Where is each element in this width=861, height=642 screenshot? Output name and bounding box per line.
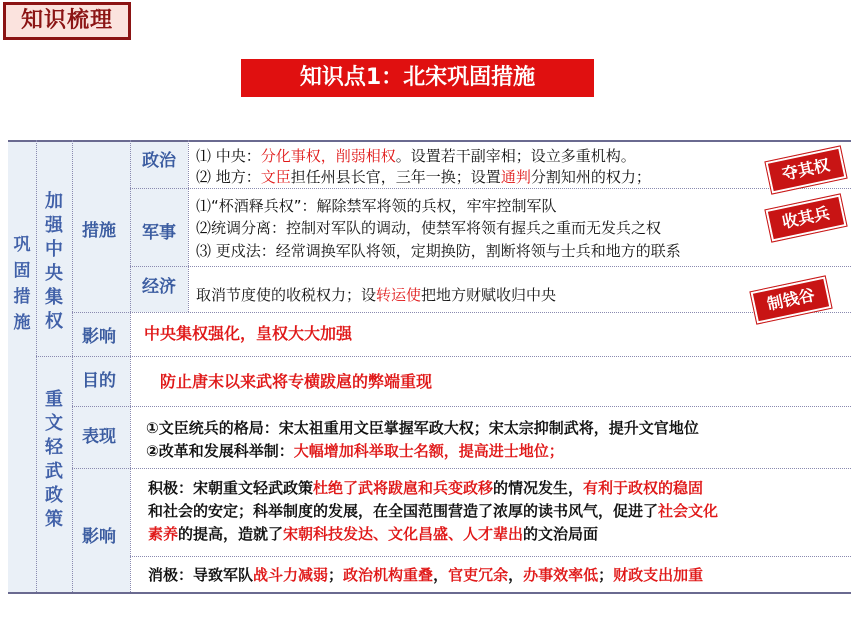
vertical-char: 固 bbox=[13, 261, 31, 281]
purpose-text: 防止唐末以来武将专横跋扈的弊端重现 bbox=[160, 372, 433, 391]
vertical-char: 巩 bbox=[13, 235, 31, 255]
vertical-char: 央 bbox=[45, 263, 63, 284]
vertical-char: 轻 bbox=[45, 437, 63, 458]
vertical-char: 权 bbox=[45, 311, 63, 332]
expression-label: 表现 bbox=[82, 427, 116, 447]
vertical-char: 施 bbox=[13, 313, 31, 333]
stamp-take-troops: 收其兵 bbox=[766, 194, 847, 241]
effect1-label: 影响 bbox=[82, 327, 116, 347]
politics-label: 政治 bbox=[142, 151, 176, 171]
section1-label bbox=[40, 190, 68, 334]
table-bottom-border bbox=[8, 592, 851, 594]
row-divider bbox=[130, 188, 851, 189]
measures-label: 措施 bbox=[82, 221, 116, 241]
section-tag: 知识梳理 bbox=[3, 2, 131, 40]
military-line-1: ⑴“杯酒释兵权”：解除禁军将领的兵权，牢牢控制军队 bbox=[196, 197, 557, 215]
expression-line-2: ②改革和发展科举制：大幅增加科举取士名额，提高进士地位； bbox=[146, 442, 564, 460]
vertical-char: 集 bbox=[45, 287, 63, 308]
stamp-control-money: 制钱谷 bbox=[751, 276, 832, 323]
vertical-char: 措 bbox=[13, 287, 31, 307]
economy-label: 经济 bbox=[142, 277, 176, 297]
vertical-char: 中 bbox=[45, 239, 63, 260]
effect1-text: 中央集权强化，皇权大大加强 bbox=[144, 324, 353, 343]
military-line-2: ⑵统调分离：控制对军队的调动，使禁军将领有握兵之重而无发兵之权 bbox=[196, 219, 662, 237]
positive-line-3: 素养的提高，造就了宋朝科技发达、文化昌盛、人才辈出的文治局面 bbox=[148, 525, 599, 543]
row-divider bbox=[72, 468, 851, 469]
vertical-char: 加 bbox=[45, 191, 63, 212]
table-top-border bbox=[8, 140, 851, 142]
col-divider bbox=[72, 140, 73, 592]
section2-label bbox=[40, 388, 68, 532]
row-divider bbox=[72, 406, 851, 407]
row-divider bbox=[36, 356, 851, 357]
purpose-label: 目的 bbox=[82, 371, 116, 391]
col-divider bbox=[188, 140, 189, 312]
col-divider bbox=[130, 140, 131, 592]
military-line-3: ⑶ 更戍法：经常调换军队将领，定期换防，割断将领与士兵和地方的联系 bbox=[196, 242, 681, 260]
row-divider bbox=[72, 312, 851, 313]
vertical-char: 强 bbox=[45, 215, 63, 236]
positive-line-2: 和社会的安定；科举制度的发展，在全国范围营造了浓厚的读书风气，促进了社会文化 bbox=[148, 502, 719, 520]
col1-label bbox=[10, 232, 34, 336]
negative-line: 消极：导致军队战斗力减弱；政治机构重叠，官吏冗余，办事效率低；财政支出加重 bbox=[148, 566, 704, 584]
vertical-char: 重 bbox=[45, 389, 63, 410]
positive-line-1: 积极：宋朝重文轻武政策杜绝了武将跋扈和兵变政移的情况发生，有利于政权的稳固 bbox=[148, 479, 704, 497]
impact-label: 影响 bbox=[82, 527, 116, 547]
vertical-char: 政 bbox=[45, 485, 63, 506]
politics-line-1: ⑴ 中央：分化事权，削弱相权。设置若干副宰相；设立多重机构。 bbox=[196, 147, 636, 165]
page-title: 知识点1：北宋巩固措施 bbox=[241, 59, 594, 97]
economy-line: 取消节度使的收税权力；设转运使把地方财赋收归中央 bbox=[196, 286, 557, 304]
vertical-char: 武 bbox=[45, 461, 63, 482]
col1-shade bbox=[8, 140, 36, 592]
col-divider bbox=[36, 140, 37, 592]
row-divider bbox=[130, 556, 851, 557]
vertical-char: 策 bbox=[45, 509, 63, 530]
stamp-seize-power: 夺其权 bbox=[766, 146, 847, 193]
row-divider bbox=[130, 266, 851, 267]
vertical-char: 文 bbox=[45, 413, 63, 434]
politics-line-2: ⑵ 地方：文臣担任州县长官，三年一换；设置通判分割知州的权力； bbox=[196, 168, 651, 186]
military-label: 军事 bbox=[142, 223, 176, 243]
expression-line-1: ①文臣统兵的格局：宋太祖重用文臣掌握军政大权；宋太宗抑制武将，提升文官地位 bbox=[146, 419, 699, 437]
